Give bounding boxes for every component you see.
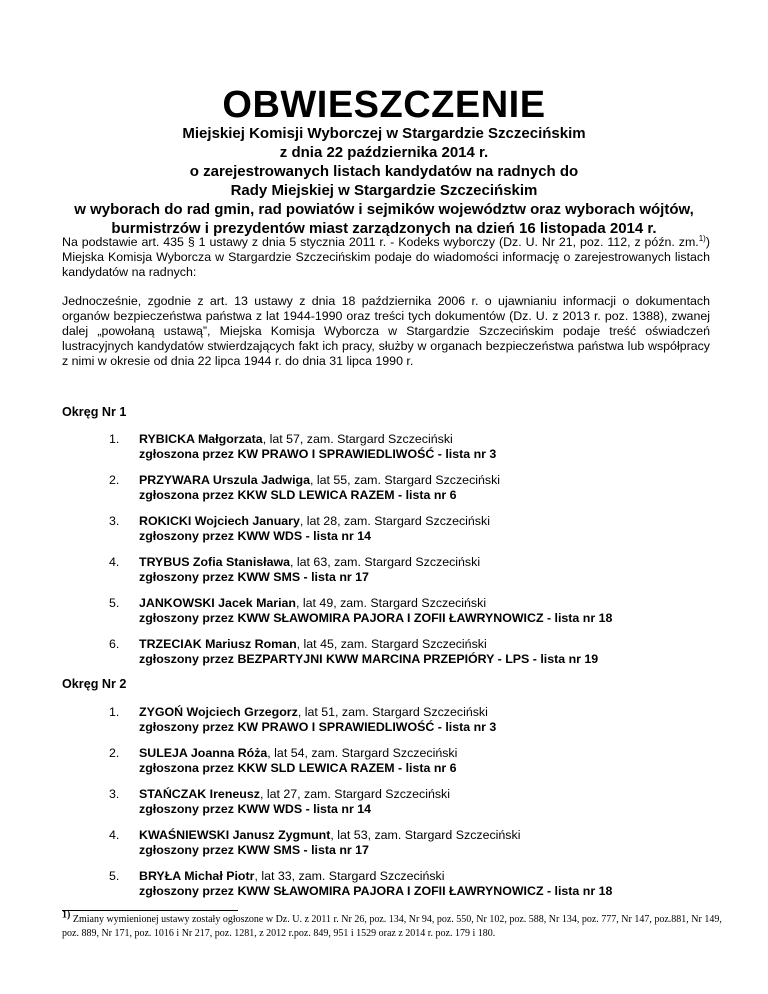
candidate-number: 5. [109, 869, 120, 883]
document-title: OBWIESZCZENIE [222, 84, 546, 126]
district-heading: Okręg Nr 2 [62, 677, 127, 691]
candidate-committee: zgłoszony przez KWW SŁAWOMIRA PAJORA I ZOFII ŁAWRYNOWICZ - lista nr 18 [139, 884, 613, 898]
candidate-committee: zgłoszony przez BEZPARTYJNI KWW MARCINA PRZEPIÓRY - LPS - lista nr 19 [139, 652, 599, 666]
candidate-name: SULEJA Joanna Róża [139, 746, 268, 760]
candidate-number: 6. [109, 637, 120, 651]
candidate-item [109, 869, 729, 899]
candidate-details: , lat 55, zam. Stargard Szczeciński [309, 473, 501, 487]
candidate-number: 2. [109, 473, 120, 487]
subtitle-line: burmistrzów i prezydentów miast zarządzonych na dzień 16 listopada 2014 r. [111, 220, 657, 237]
candidate-item [109, 432, 729, 462]
candidate-item [109, 514, 729, 544]
candidate-details: , lat 27, zam. Stargard Szczeciński [259, 787, 451, 801]
candidate-name: PRZYWARA Urszula Jadwiga [139, 473, 310, 487]
subtitle-line: o zarejestrowanych listach kandydatów na radnych do [189, 163, 579, 180]
subtitle-line: Rady Miejskiej w Stargardzie Szczecińskim [230, 182, 538, 199]
subtitle-line: w wyborach do rad gmin, rad powiatów i sejmików województw oraz wyborach wójtów, [74, 201, 694, 218]
candidate-number: 1. [109, 705, 120, 719]
candidate-number: 4. [109, 555, 120, 569]
candidate-number: 1. [109, 432, 120, 446]
candidate-details: , lat 53, zam. Stargard Szczeciński [330, 828, 521, 842]
candidate-name: BRYŁA Michał Piotr [139, 869, 255, 883]
intro-text-end: ) Miejska Komisja Wyborcza w Stargardzie Szczecińskim podaje do wiadomości informację o zarejestrowanych listach kandydatów na radnych: [62, 235, 710, 279]
candidate-name: TRYBUS Zofia Stanisława [139, 555, 291, 569]
candidate-committee: zgłoszony przez KWW WDS - lista nr 14 [139, 529, 371, 543]
candidate-committee: zgłoszony przez KWW WDS - lista nr 14 [139, 802, 371, 816]
candidate-details: , lat 54, zam. Stargard Szczeciński [267, 746, 458, 760]
footnote-mark: 1) [62, 909, 71, 921]
candidate-details: , lat 49, zam. Stargard Szczeciński [296, 596, 487, 610]
candidate-committee: zgłoszona przez KW PRAWO I SPRAWIEDLIWOŚĆ - lista nr 3 [139, 447, 497, 461]
candidate-item [109, 746, 729, 776]
lustration-paragraph: Jednocześnie, zgodnie z art. 13 ustawy z dnia 18 października 2006 r. o ujawnianiu informacji o dokumentach organów bezpieczeństwa państwa z lat 1944-1990 oraz treści tych dokumentów (Dz. U. z 2013 r. poz. 1388), zwanej dalej „powołaną ustawą”, Miejska Komisja Wyborcza w Stargardzie Szczecińskim podaje treść oświadczeń lustracyjnych kandydatów stwierdzających fakt ich pracy, służby w organach bezpieczeństwa państwa lub współpracy z nimi w okresie od dnia 22 lipca 1944 r. do dnia 31 lipca 1990 r. [62, 294, 710, 368]
candidate-committee: zgłoszony przez KWW SMS - lista nr 17 [139, 843, 369, 857]
footnote [62, 909, 722, 941]
candidate-number: 2. [109, 746, 120, 760]
subtitle-line: Miejskiej Komisji Wyborczej w Stargardzie Szczecińskim [182, 125, 586, 142]
candidate-details: , lat 57, zam. Stargard Szczeciński [262, 432, 453, 446]
intro-text-start: Na podstawie art. 435 § 1 ustawy z dnia 5 stycznia 2011 r. - Kodeks wyborczy (Dz. U. Nr 21, poz. 112, z późn. zm. [62, 235, 699, 249]
candidate-details: , lat 33, zam. Stargard Szczeciński [254, 869, 445, 883]
footnote-reference: 1) [698, 233, 706, 243]
candidate-number: 4. [109, 828, 120, 842]
candidate-name: ZYGOŃ Wojciech Grzegorz [139, 705, 298, 719]
candidate-number: 5. [109, 596, 120, 610]
candidate-details: , lat 51, zam. Stargard Szczeciński [297, 705, 488, 719]
candidate-committee: zgłoszona przez KKW SLD LEWICA RAZEM - lista nr 6 [139, 761, 457, 775]
candidate-item [109, 473, 729, 503]
candidate-name: ROKICKI Wojciech January [139, 514, 300, 528]
footnote-text: Zmiany wymienionej ustawy zostały ogłoszone w Dz. U. z 2011 r. Nr 26, poz. 134, Nr 94, poz. 550, Nr 102, poz. 588, Nr 134, poz. 777, Nr 147, poz.881, Nr 149, poz. 889, Nr 171, poz. 1016 i Nr 217, poz. 1281, z 2012 r.poz. 849, 951 i 1529 oraz z 2014 r. poz. 179 i 180. [62, 914, 722, 939]
subtitle-line: z dnia 22 października 2014 r. [279, 144, 489, 161]
candidate-number: 3. [109, 514, 120, 528]
candidate-name: KWAŚNIEWSKI Janusz Zygmunt [139, 828, 331, 842]
candidate-number: 3. [109, 787, 120, 801]
document-subtitle [60, 124, 708, 238]
candidate-committee: zgłoszony przez KWW SŁAWOMIRA PAJORA I ZOFII ŁAWRYNOWICZ - lista nr 18 [139, 611, 613, 625]
intro-paragraph [62, 235, 710, 280]
candidate-name: JANKOWSKI Jacek Marian [139, 596, 297, 610]
candidate-name: STAŃCZAK Ireneusz [139, 787, 260, 801]
candidate-item [109, 705, 729, 735]
candidate-committee: zgłoszony przez KW PRAWO I SPRAWIEDLIWOŚĆ - lista nr 3 [139, 720, 497, 734]
candidate-item [109, 637, 729, 667]
footnote-divider [62, 910, 238, 911]
candidate-name: RYBICKA Małgorzata [139, 432, 263, 446]
district-heading: Okręg Nr 1 [62, 405, 127, 419]
candidate-committee: zgłoszony przez KWW SMS - lista nr 17 [139, 570, 369, 584]
candidate-name: TRZECIAK Mariusz Roman [139, 637, 297, 651]
candidate-details: , lat 63, zam. Stargard Szczeciński [290, 555, 481, 569]
candidate-committee: zgłoszona przez KKW SLD LEWICA RAZEM - lista nr 6 [139, 488, 457, 502]
candidate-item [109, 787, 729, 817]
candidate-details: , lat 45, zam. Stargard Szczeciński [296, 637, 487, 651]
candidate-item [109, 596, 729, 626]
candidate-details: , lat 28, zam. Stargard Szczeciński [299, 514, 490, 528]
candidate-item [109, 828, 729, 858]
candidate-item [109, 555, 729, 585]
